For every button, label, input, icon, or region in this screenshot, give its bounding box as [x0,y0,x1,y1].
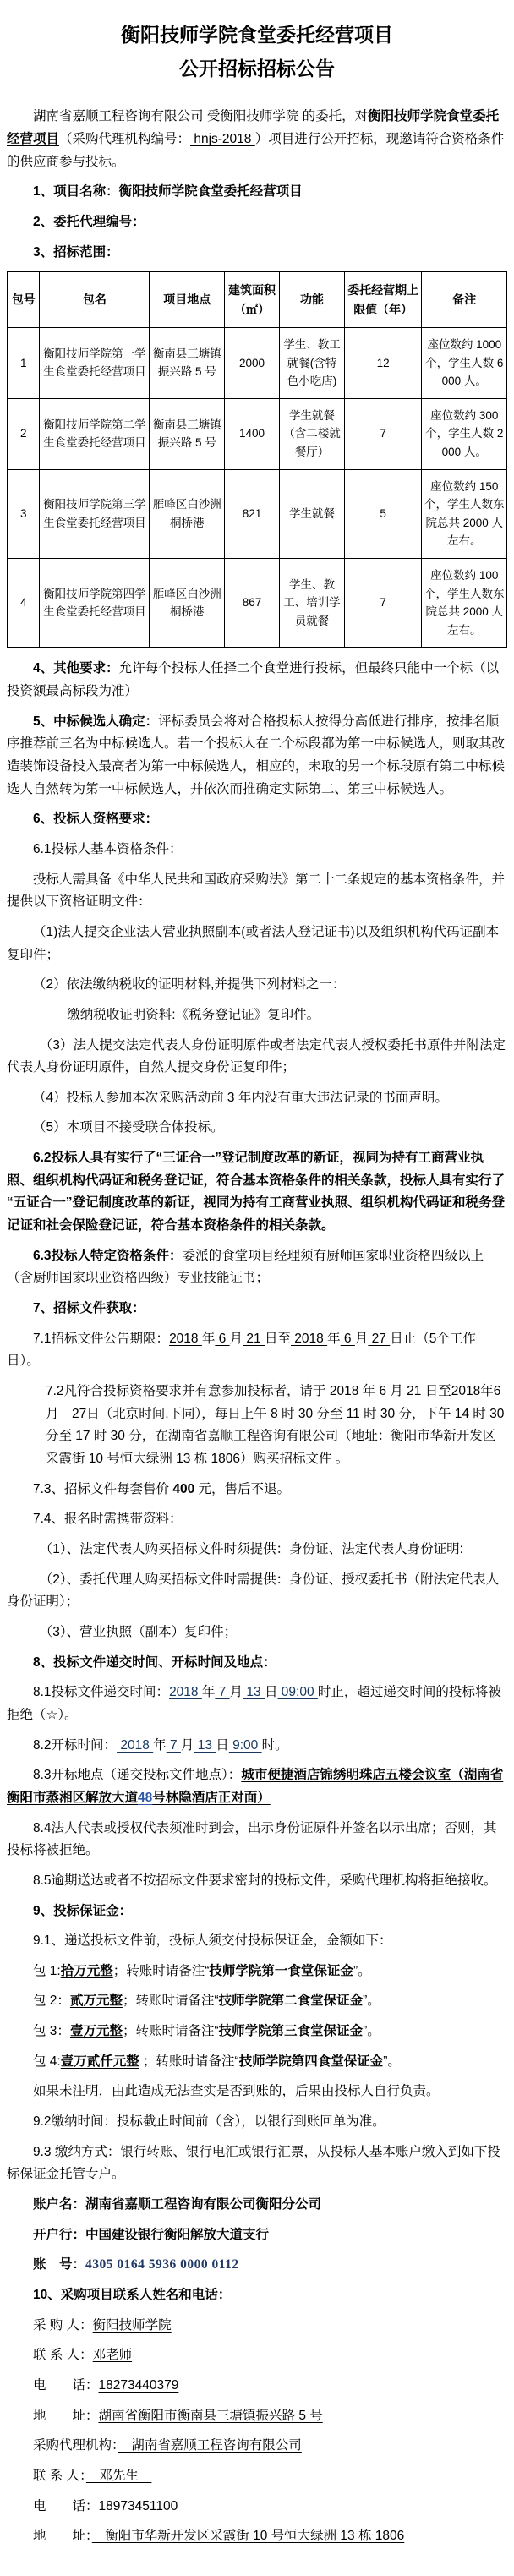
text-run: 受 [203,109,221,124]
contact-value: 18973451100 [98,2498,191,2513]
text-run: 月 [354,1331,369,1346]
contact-line-agency-person [7,2465,507,2488]
contact-line-purchaser [7,2315,507,2338]
intro-paragraph [7,106,507,173]
clause-6-1-item-3: （3）法人提交法定代表人身份证明原件或者法定代表人授权委托书原件并附法定代表人身份证明原件，自然人提交身份证复印件； [7,1037,506,1075]
deposit-remark: 技师学院第二食堂保证金 [218,1994,364,2009]
text-run: 8.3开标地点（递交投标文件地点）： [33,1768,242,1783]
text-run: 7.1招标文件公告期限： [33,1331,170,1346]
announce-year-start: 2018 [169,1331,202,1346]
section-9-heading: 9、投标保证金： [33,1903,133,1918]
contact-value: 湖南省衡阳市衡南县三塘镇振兴路 5 号 [98,2408,323,2423]
deposit-amount: 贰万元整 [69,1994,123,2009]
table-cell: 学生、教工、培训学员就餐 [280,558,345,647]
text-run: 8.2开标时间： [33,1737,118,1753]
text-run: 包 4: [33,2054,61,2069]
section-3-scope-heading: 3、招标范围： [33,244,119,260]
clause-6-2-paragraph: 6.2投标人具有实行了“三证合一”登记制度改革的新证，视同为持有工商营业执照、组织机构代码证和税务登记证，符合基本资格条件的相关条款，投标人具有实行了“五证合一”登记制度改革的新证，视同为持有工商营业执照、组织机构代码证和税务登记证和社会保险登记证，符合基本资格条件的相关条款。 [7,1151,506,1233]
deposit-note: 如果未注明，由此造成无法查实是否到账的，后果由投标人自行负责。 [33,2084,440,2099]
clause-7-2-paragraph: 7.2凡符合投标资格要求并有意参加投标者，请于 2018 年 6 月 21 日至2018年6 月 27日（北京时间,下同），每日上午 8 时 30 分至 11 时 30 分，下午 14 时 30 分至 17 时 30 分，在湖南省嘉顺工程咨询有限公司（地址：衡阳市华新开发区采霞街 10 号恒大绿洲 13 栋 1806）购买招标文件 。 [46,1384,505,1466]
open-day: 13 [194,1737,216,1753]
text-run: 的委托，对 [302,109,369,124]
text-run: 时止，超过递交时间的投标将被拒绝（☆）。 [7,1685,501,1722]
text-run: 包 2： [33,1994,70,2009]
table-cell: 雁峰区白沙洲桐桥港 [150,558,225,647]
table-header-cell: 委托经营期上限值（年） [344,272,422,328]
text-run: 月 [229,1685,243,1700]
contact-line-address [7,2405,507,2428]
contact-value: 邓先生 [85,2468,152,2483]
table-row [8,398,507,469]
agency-code: hnjs-2018 [190,131,255,146]
section-7-heading: 7、招标文件获取： [33,1301,145,1316]
text-run: 日止（5个工作日）。 [7,1331,476,1369]
document-price: 400 [172,1481,195,1496]
section-6-heading: 6、投标人资格要求： [33,812,159,827]
section-5-label: 5、中标候选人确定： [33,714,159,729]
text-run: 时。 [261,1737,288,1753]
table-cell: 3 [8,469,40,558]
text-run: 元，售后不退。 [194,1481,291,1496]
table-cell: 7 [344,398,422,469]
deposit-package-1 [7,1961,507,1983]
clause-7-4-heading: 7.4、报名时需携带资料： [33,1512,183,1527]
text-run: 8.1投标文件递交时间： [33,1685,170,1700]
text-run: ；转账时请备注“ [112,1963,210,1978]
contact-value: 邓老师 [92,2348,133,2363]
deposit-remark: 技师学院第四食堂保证金 [238,2054,384,2069]
table-cell: 821 [225,469,280,558]
text-run: 月 [180,1737,194,1753]
text-run: ”。 [363,1994,380,2009]
text-run: ；转账时请备注“ [122,1994,219,2009]
client-name: 衡阳技师学院 [220,109,303,124]
table-cell: 座位数约 1000 个，学生人数 6000 人。 [422,328,507,399]
text-run: 年 [327,1331,341,1346]
clause-6-1-item-2: （2）依法缴纳税收的证明材料,并提供下列材料之一： [33,977,346,993]
table-cell: 衡南县三塘镇振兴路 5 号 [150,328,225,399]
agency-name: 湖南省嘉顺工程咨询有限公司 [33,109,204,124]
table-header-cell: 项目地点 [150,272,225,328]
clause-8-4-paragraph: 8.4法人代表或授权代表须准时到会，出示身份证原件并签名以示出席；否则，其投标将被拒绝。 [7,1820,497,1858]
open-time: 9:00 [228,1737,262,1753]
clause-7-4-item-3: （3）、营业执照（副本）复印件； [39,1624,238,1639]
table-cell: 衡阳技师学院第二学生食堂委托经营项目 [40,398,150,469]
table-cell: 座位数约 100 个，学生人数东院总共 2000 人左右。 [422,558,507,647]
clause-6-1-intro: 投标人需具备《中华人民共和国政府采购法》第二十二条规定的基本资格条件，并提供以下资格证明文件： [7,872,506,910]
clause-8-2-paragraph [7,1735,507,1758]
clause-6-1-tax-proof: 缴纳税收证明资料:《税务登记证》复印件。 [67,1007,320,1022]
deposit-package-3 [7,2021,507,2043]
table-cell: 2 [8,398,40,469]
table-header-cell: 备注 [422,272,507,328]
table-cell: 2000 [225,328,280,399]
text-run: 7.3、招标文件每套售价 [33,1481,173,1496]
clause-6-3-paragraph [7,1245,507,1290]
clause-8-1-paragraph [7,1682,507,1726]
project-name: 衡阳技师学院食堂委托经营项目 [7,109,500,146]
text-run: 月 [229,1331,243,1346]
text-run: （采购代理机构编号： [59,131,191,146]
bank-line: 开户行：中国建设银行衡阳解放大道支行 [33,2227,270,2242]
text-run: 日 [216,1737,229,1753]
contact-value: 湖南省嘉顺工程咨询有限公司 [118,2438,302,2453]
clause-7-3-paragraph [7,1479,507,1501]
deposit-remark: 技师学院第一食堂保证金 [209,1963,353,1978]
clause-6-3-label: 6.3投标人特定资格条件： [33,1248,183,1263]
text-run: 委派的食堂项目经理须有厨师国家职业资格四级以上（含厨师国家职业资格四级）专业技能证书； [7,1248,484,1286]
table-cell: 座位数约 300 个，学生人数 2000 人。 [422,398,507,469]
table-header-row [8,272,507,328]
announce-month-start: 6 [215,1331,230,1346]
text-run: 年 [153,1737,167,1753]
announce-month-end: 6 [340,1331,355,1346]
text-run: ”。 [363,2024,380,2039]
clause-9-3-paragraph: 9.3 缴纳方式：银行转账、银行电汇或银行汇票，从投标人基本账户缴入到如下投标保证金托管专户。 [7,2144,500,2182]
table-cell: 衡阳技师学院第四学生食堂委托经营项目 [40,558,150,647]
document-title-line2: 公开招标招标公告 [179,57,335,79]
clause-7-4-item-2: （2）、委托代理人购买招标文件时需提供：身份证、授权委托书（附法定代表人身份证明）； [7,1572,500,1610]
table-cell: 7 [344,558,422,647]
contact-value: 衡阳技师学院 [92,2317,172,2333]
section-2-agency-number: 2、委托代理编号： [33,214,145,229]
table-header-cell: 包号 [8,272,40,328]
table-header-cell: 功能 [280,272,345,328]
clause-9-2-paragraph: 9.2缴纳时间：投标截止时间前（含），以银行到账回单为准。 [33,2114,386,2130]
section-8-heading: 8、投标文件递交时间、开标时间及地点： [33,1654,276,1670]
table-cell: 学生、教工就餐(含特色小吃店) [280,328,345,399]
table-cell: 1400 [225,398,280,469]
table-header-cell: 包名 [40,272,150,328]
contact-line-phone [7,2375,507,2398]
clause-8-3-paragraph [7,1764,507,1809]
contact-label: 电 话： [33,2498,99,2513]
table-cell: 12 [344,328,422,399]
contact-line-agency-phone [7,2496,507,2519]
venue-street-number: 48 [138,1790,153,1805]
clause-6-1-item-5: （5）本项目不接受联合体投标。 [33,1120,224,1135]
open-venue-suffix: 号林隐酒店正对面） [152,1790,271,1805]
contact-label: 电 话： [33,2378,99,2393]
table-cell: 雁峰区白沙洲桐桥港 [150,469,225,558]
text-run: 年 [201,1331,216,1346]
text-run: 年 [201,1685,216,1700]
contact-label: 地 址： [33,2408,99,2423]
text-run: 评标委员会将对合格投标人按得分高低进行排序，按排名顺序推荐前三名为中标候选人。若一个投标人在二个标段都为第一中标候选人，则取其改造装饰设备投入最高者为第一中标候选人，相应的，未取的另一个标段原有第二中标候选人自然转为第一中标候选人，并依次而推确定实际第二、第三中标候选人。 [7,714,506,796]
contact-label: 联 系 人： [33,2468,86,2483]
section-5-candidate-determination [7,711,507,801]
submit-year: 2018 [169,1685,202,1700]
announce-day-start: 21 [243,1331,265,1346]
contact-line-agency [7,2435,507,2458]
table-cell: 867 [225,558,280,647]
section-4-other-requirements [7,658,507,703]
announce-year-end: 2018 [291,1331,328,1346]
deposit-package-4 [7,2051,507,2074]
contact-label: 地 址： [33,2529,92,2544]
contact-label: 采购代理机构： [33,2438,118,2453]
deposit-amount: 拾万元整 [60,1963,113,1978]
clause-8-5-paragraph: 8.5逾期送达或者不按招标文件要求密封的投标文件，采购代理机构将拒绝接收。 [33,1873,497,1888]
bid-scope-table [7,271,507,648]
table-cell: 座位数约 150 个，学生人数东院总共 2000 人左右。 [422,469,507,558]
text-run: ”。 [353,1963,371,1978]
text-run: ）项目进行公开招标，现邀请符合资格条件的供应商参与投标。 [7,131,505,169]
contact-value: 18273440379 [98,2378,179,2393]
clause-6-1-heading: 6.1投标人基本资格条件： [33,841,183,856]
open-venue: 城市便捷酒店锦绣明珠店五楼会议室（湖南省衡阳市蒸湘区解放大道 [7,1768,504,1805]
table-row [8,558,507,647]
table-cell: 5 [344,469,422,558]
text-run: 日 [264,1685,278,1700]
table-cell: 1 [8,328,40,399]
text-run: 允许每个投标人任择二个食堂进行投标，但最终只能中一个标（以投资额最高标段为准） [7,661,500,698]
contact-line-agency-address [7,2525,507,2548]
text-run: ；转账时请备注“ [122,2024,219,2039]
table-cell: 衡阳技师学院第一学生食堂委托经营项目 [40,328,150,399]
section-10-heading: 10、采购项目联系人姓名和电话： [33,2288,232,2303]
section-4-label: 4、其他要求： [33,661,119,676]
clause-6-1-item-1: （1)法人提交企业法人营业执照副本(或者法人登记证书)以及组织机构代码证副本复印件； [7,924,500,962]
text-run: 包 1: [33,1963,61,1978]
table-row [8,469,507,558]
table-cell: 衡阳技师学院第三学生食堂委托经营项目 [40,469,150,558]
clause-7-4-item-1: （1）、法定代表人购买招标文件时须提供：身份证、法定代表人身份证明: [39,1541,463,1556]
contact-value: 衡阳市华新开发区采霞街 10 号恒大绿洲 13 栋 1806 [91,2529,405,2544]
section-1-project-name: 1、项目名称：衡阳技师学院食堂委托经营项目 [33,184,303,200]
table-cell: 衡南县三塘镇振兴路 5 号 [150,398,225,469]
submit-month: 7 [215,1685,230,1700]
deposit-amount: 壹万贰仟元整 [60,2054,139,2069]
open-year: 2018 [117,1737,154,1753]
text-run: 日至 [264,1331,291,1346]
contact-label: 采 购 人： [33,2317,93,2333]
clause-9-1-paragraph: 9.1、递送投标文件前，投标人须交付投标保证金，金额如下： [33,1933,392,1949]
account-number-line [7,2254,507,2277]
table-cell: 学生就餐 [280,469,345,558]
deposit-package-2 [7,1990,507,2013]
document-title-line1: 衡阳技师学院食堂委托经营项目 [121,24,393,46]
clause-6-1-item-4: （4）投标人参加本次采购活动前 3 年内没有重大违法记录的书面声明。 [33,1090,448,1105]
contact-label: 联 系 人： [33,2348,93,2363]
table-header-cell: 建筑面积（㎡） [225,272,280,328]
clause-7-1-paragraph [7,1328,507,1373]
announce-day-end: 27 [368,1331,391,1346]
account-number-label: 账 号： [33,2257,86,2272]
table-cell: 学生就餐（含二楼就餐厅） [280,398,345,469]
deposit-remark: 技师学院第三食堂保证金 [218,2024,364,2039]
text-run: ”。 [383,2054,401,2069]
text-run: ；转账时请备注“ [139,2054,239,2069]
deposit-amount: 壹万元整 [69,2024,123,2039]
account-number: 4305 0164 5936 0000 0112 [85,2257,239,2272]
submit-time: 09:00 [277,1685,318,1700]
contact-line-person [7,2344,507,2367]
text-run: 包 3： [33,2024,70,2039]
table-cell: 4 [8,558,40,647]
submit-day: 13 [243,1685,265,1700]
open-month: 7 [166,1737,181,1753]
table-row [8,328,507,399]
account-name-line: 账户名：湖南省嘉顺工程咨询有限公司衡阳分公司 [33,2197,322,2212]
